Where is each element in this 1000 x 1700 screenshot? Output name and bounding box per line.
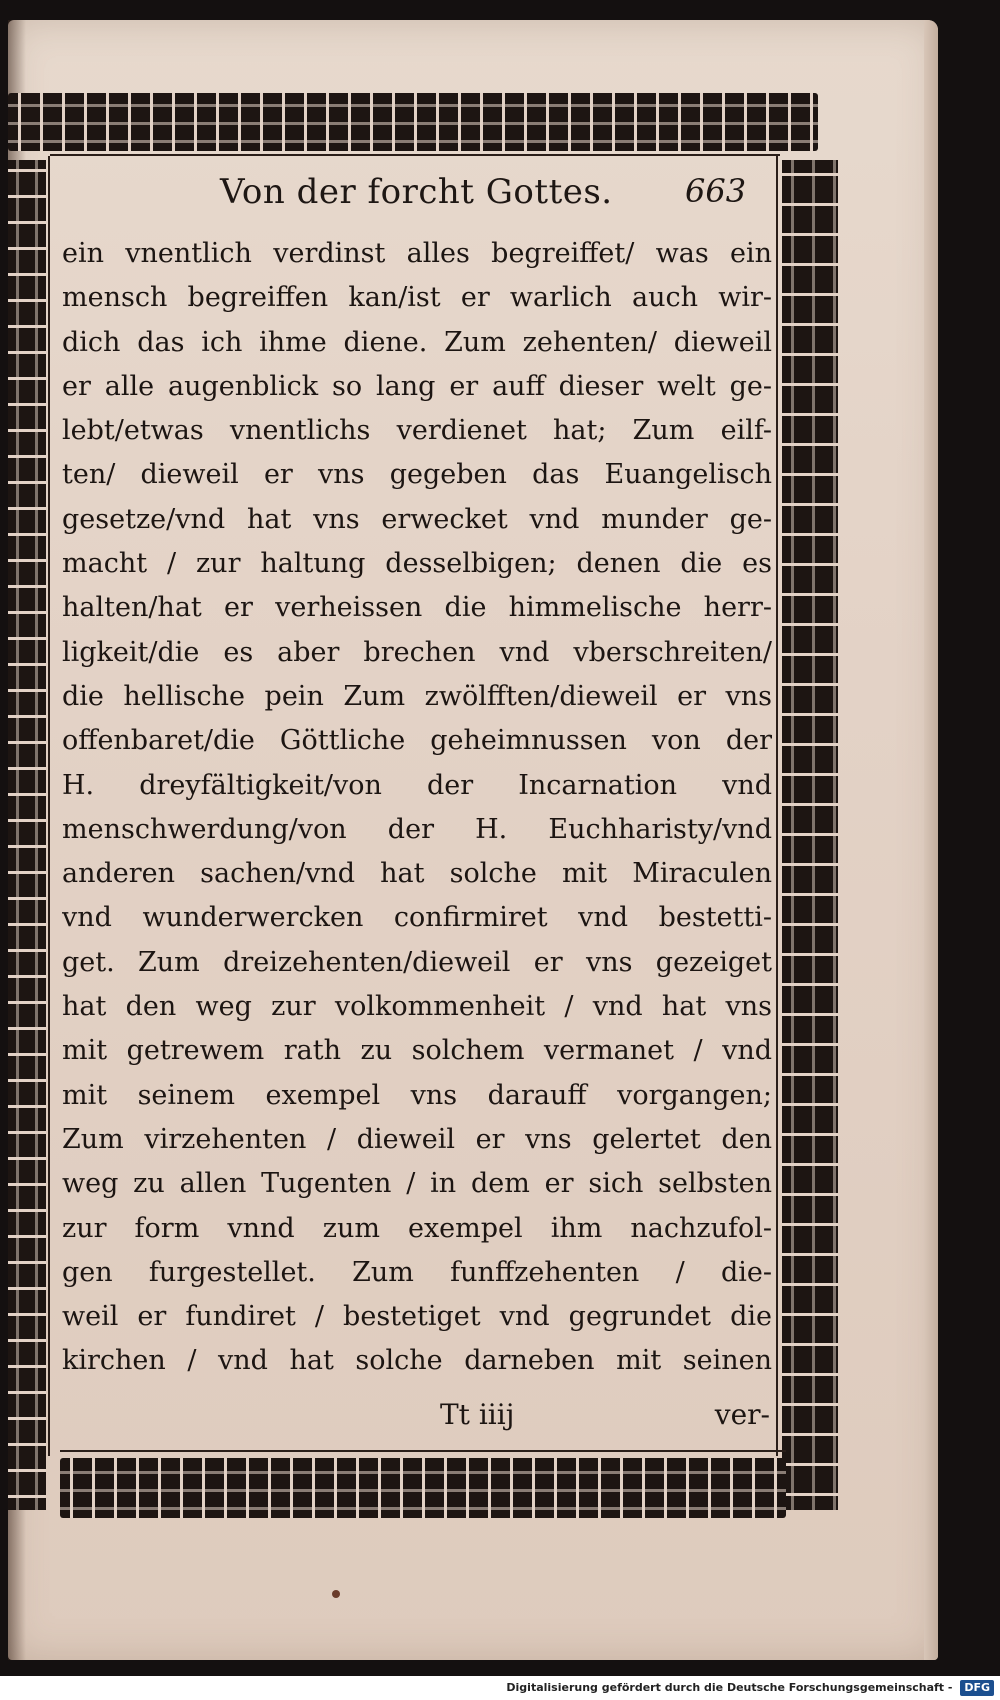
footer-text: Digitalisierung gefördert durch die Deutsche Forschungsgemeinschaft -: [506, 1681, 953, 1694]
text-line: vnd wunderwercken confirmiret vnd bestetti-: [62, 902, 772, 934]
ornament-border-top: [8, 93, 818, 151]
text-line: get. Zum dreizehenten/dieweil er vns gezeiget: [62, 946, 772, 978]
text-line: kirchen / vnd hat solche darneben mit seinen: [62, 1345, 772, 1377]
page-footer-marks: [440, 1398, 770, 1431]
ornament-border-right: [782, 160, 838, 1510]
text-line: lebt/etwas vnentlichs verdienet hat; Zum eilf-: [62, 415, 772, 447]
text-line: halten/hat er verheissen die himmelische herr-: [62, 592, 772, 624]
text-line: macht / zur haltung desselbigen; denen die es: [62, 548, 772, 580]
catchword: ver-: [714, 1398, 770, 1431]
frame-rule-right: [776, 156, 778, 1456]
text-line: hat den weg zur volkommenheit / vnd hat vns: [62, 991, 772, 1023]
text-line: ligkeit/die es aber brechen vnd vberschreiten/: [62, 636, 772, 668]
running-head: Von der forcht Gottes.: [220, 172, 613, 212]
frame-rule-bottom: [60, 1450, 786, 1452]
text-line: gen furgestellet. Zum funffzehenten / die-: [62, 1256, 772, 1288]
text-line: die hellische pein Zum zwölfften/dieweil er vns: [62, 680, 772, 712]
text-line: er alle augenblick so lang er auff dieser welt ge-: [62, 370, 772, 402]
digitization-footer: [0, 1676, 1000, 1700]
frame-rule-top: [50, 154, 780, 156]
text-line: mit seinem exempel vns darauff vorgangen;: [62, 1079, 772, 1111]
text-line: menschwerdung/von der H. Euchharisty/vnd: [62, 813, 772, 845]
dfg-logo: DFG: [960, 1680, 994, 1696]
text-line: anderen sachen/vnd hat solche mit Miraculen: [62, 858, 772, 890]
page-number: 663: [685, 172, 747, 210]
text-line: mensch begreiffen kan/ist er warlich auch wir-: [62, 282, 772, 314]
text-line: dich das ich ihme diene. Zum zehenten/ dieweil: [62, 326, 772, 358]
body-text: [62, 232, 772, 1384]
frame-rule-left: [48, 156, 50, 1456]
text-line: Zum virzehenten / dieweil er vns gelertet den: [62, 1123, 772, 1155]
text-line: weil er fundiret / bestetiget vnd gegrundet die: [62, 1301, 772, 1333]
ornament-border-left: [8, 160, 46, 1510]
text-line: offenbaret/die Göttliche geheimnussen von der: [62, 725, 772, 757]
text-line: gesetze/vnd hat vns erwecket vnd munder ge-: [62, 503, 772, 535]
text-line: mit getrewem rath zu solchem vermanet / vnd: [62, 1035, 772, 1067]
text-line: ein vnentlich verdinst alles begreiffet/ was ein: [62, 238, 772, 269]
text-line: weg zu allen Tugenten / in dem er sich selbsten: [62, 1168, 772, 1200]
text-line: H. dreyfältigkeit/von der Incarnation vnd: [62, 769, 772, 801]
text-line: ten/ dieweil er vns gegeben das Euangelisch: [62, 459, 772, 491]
page-edge: [924, 20, 938, 1660]
ornament-border-bottom: [60, 1458, 786, 1518]
ink-spot: [332, 1590, 340, 1598]
signature-mark: Tt iiij: [440, 1398, 515, 1431]
text-line: zur form vnnd zum exempel ihm nachzufol-: [62, 1212, 772, 1244]
